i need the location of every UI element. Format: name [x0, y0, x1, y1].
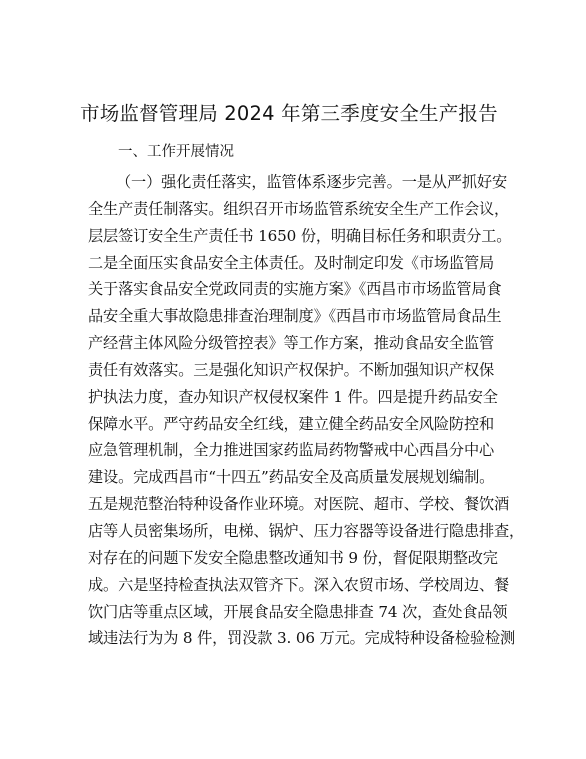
paragraph-line: 建设。完成西昌市“十四五”药品安全及高质量发展规划编制。: [88, 468, 495, 487]
paragraph-line: 护执法力度，查办知识产权侵权案件 1 件。四是提升药品安全: [88, 387, 498, 406]
paragraph-line: 对存在的问题下发安全隐患整改通知书 9 份，督促限期整改完: [88, 548, 498, 567]
paragraph-line: 域违法行为为 8 件，罚没款 3. 06 万元。完成特种设备检验检测: [88, 629, 516, 648]
paragraph-line: 五是规范整治特种设备作业环境。对医院、超市、学校、餐饮酒: [88, 495, 510, 514]
paragraph-line: （一）强化责任落实，监管体系逐步完善。一是从严抓好安: [116, 173, 507, 191]
paragraph-line: 店等人员密集场所，电梯、锅炉、压力容器等设备进行隐患排查，: [88, 521, 525, 540]
paragraph-line: 品安全重大事故隐患排查治理制度》《西昌市市场监管局食品生: [88, 307, 502, 326]
paragraph-line: 应急管理机制，全力推进国家药监局药物警戒中心西昌分中心: [88, 441, 495, 460]
paragraph-line: 保障水平。严守药品安全红线，建立健全药品安全风险防控和: [88, 414, 495, 433]
body-paragraph: [88, 169, 525, 652]
section-heading: 一、工作开展情况: [118, 144, 234, 160]
paragraph-line: 层层签订安全生产责任书 1650 份，明确目标任务和职责分工。: [88, 226, 512, 245]
paragraph-line: 饮门店等重点区域，开展食品安全隐患排查 74 次，查处食品领: [88, 602, 508, 621]
paragraph-line: 二是全面压实食品安全主体责任。及时制定印发《市场监管局: [88, 253, 495, 272]
document-title: 市场监督管理局 2024 年第三季度安全生产报告: [80, 102, 498, 125]
paragraph-line: 责任有效落实。三是强化知识产权保护。不断加强知识产权保: [88, 360, 495, 379]
paragraph-line: 成。六是坚持检查执法双管齐下。深入农贸市场、学校周边、餐: [88, 575, 510, 594]
paragraph-line: 关于落实食品安全党政同责的实施方案》《西昌市市场监管局食: [88, 280, 502, 299]
paragraph-line: 产经营主体风险分级管控表》等工作方案，推动食品安全监管: [88, 334, 495, 353]
paragraph-line: 全生产责任制落实。组织召开市场监管系统安全生产工作会议，: [88, 199, 510, 218]
